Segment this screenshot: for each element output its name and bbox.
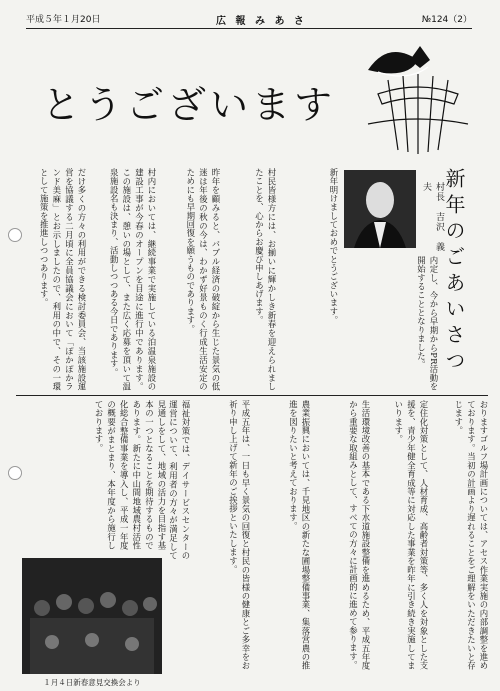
binding-hole bbox=[8, 466, 22, 480]
text-column: 見通しをして、地域の活力を目指す基本の一つとなることを期待するものであります。新たに中山間地域農村活性化総合整備事業を導入し、平成一年度の概要がまとまり、本年度から施行しております。 bbox=[94, 400, 167, 550]
text-column: 村内においては、継続事業で実施している泊温泉施設の建設工事が今春のオープンを目途に進行中であります。この施設は、憩いの場として、また広く応募を頂いて温泉施設名も決まり、活動しつつある今日であります。 bbox=[109, 168, 157, 391]
decorative-illustration bbox=[348, 40, 488, 160]
event-photo bbox=[22, 558, 162, 674]
photo-caption: １月４日新春意見交換会より bbox=[43, 678, 141, 687]
page-header bbox=[26, 6, 472, 29]
mayor-portrait bbox=[344, 170, 416, 248]
text-column: 内定し、今から早期からPR活動を開始することとなりました。 bbox=[416, 256, 439, 391]
text-column: 昨年を顧みると、バブル経済の破綻から生じた景気の低迷は年後の秋の今は、わかず好景ものく行成生活安定のためにも早期回復を願うものであります。 bbox=[185, 168, 221, 391]
section-title: 新年のごあいさつ bbox=[442, 168, 466, 376]
header-date: 平成５年１月20日 bbox=[26, 15, 101, 25]
mayor-caption: 村長 吉沢 義夫 bbox=[421, 182, 444, 252]
text-column: 福祉対策では、デイサービスセンターの運営について、利用者の方々が満足して bbox=[168, 400, 191, 560]
header-title: 広 報 み あ さ bbox=[216, 16, 307, 27]
header-issue: №124（2） bbox=[421, 15, 472, 25]
page-title: とうございます bbox=[42, 83, 337, 127]
section-divider bbox=[16, 395, 488, 396]
text-column: おりますゴルフ場計画については、アセス作業実施の内部調整を進めております。当初の計画より遅れることをご理解をいただきたいと存じます。 bbox=[453, 400, 489, 670]
text-column: だけ多くの方々の利用ができる検討委員会、当該施設運営を協議する二月頃に全員協議会において「ぽかぽかランド美麻」とお示しましたので、利用の中で、その一環として施策を推進しつつあります。 bbox=[39, 168, 87, 391]
text-column: 新年明けましておめでとうございます。 bbox=[329, 168, 339, 325]
text-column: 定住化対策として、人材育成、高齢者対策等、多く人を対象とした支援を、青少年健全育成等に対応した事業を昨年に引き続き実施してまいります。 bbox=[393, 400, 429, 670]
text-column: 農業振興においては、千見地区の新たな圃場整備事業、集落営農の推進を図りたいと考えております。 bbox=[288, 400, 311, 670]
text-column: 生活環境改善の基本である下水道施設整備を進めるため、平成五年度から重要な取組みとして、すべての方々に計画的に進めて参ります。 bbox=[348, 400, 371, 670]
text-column: 村民皆様方には、お揃いに輝かしき新春を迎えられましたことを、心からお慶び申しあげます。 bbox=[254, 168, 277, 391]
text-column: 平成五年は、一日も早く景気の回復と村民の皆様の健康とご多幸をお祈り申し上げて新年のご挨拶といたします。 bbox=[228, 400, 251, 670]
binding-hole bbox=[8, 228, 22, 242]
